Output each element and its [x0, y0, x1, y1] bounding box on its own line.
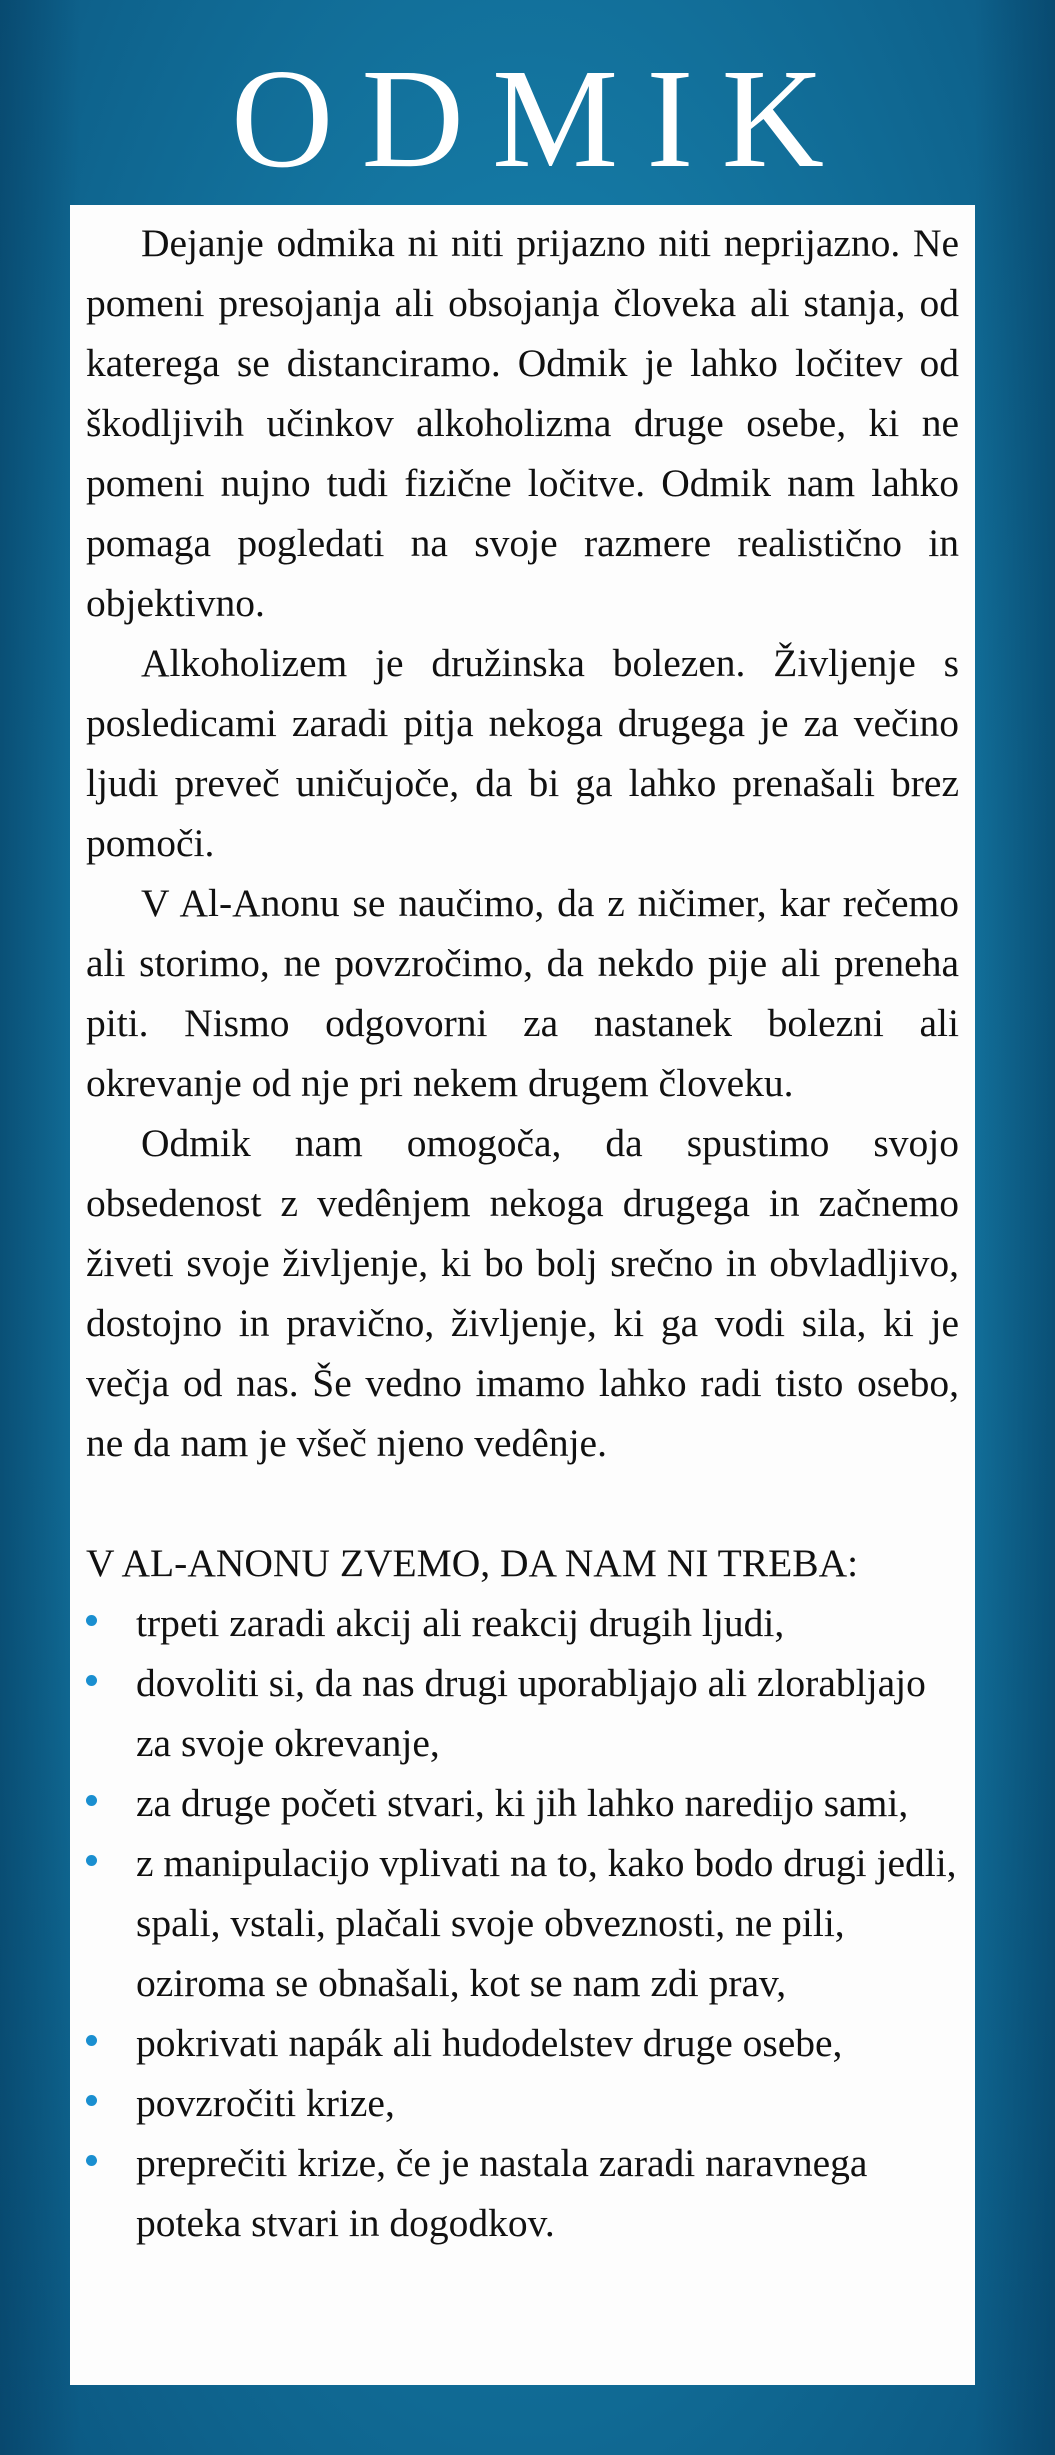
- list-item: [86, 1833, 959, 2013]
- list-item: [86, 1773, 959, 1833]
- bullet-icon: [86, 1615, 97, 1626]
- list-item: [86, 1593, 959, 1653]
- bullet-icon: [86, 1675, 97, 1686]
- bullet-icon: [86, 1795, 97, 1806]
- list-item-text: za druge početi stvari, ki jih lahko naredijo sami,: [136, 1781, 909, 1825]
- list-item: [86, 2133, 959, 2253]
- bullet-icon: [86, 2155, 97, 2166]
- list-item-text: z manipulacijo vplivati na to, kako bodo drugi jedli, spali, vstali, plačali svoje obveznosti, ne pili, oziroma se obnašali, kot se nam zdi prav,: [136, 1841, 957, 2005]
- list-item-text: trpeti zaradi akcij ali reakcij drugih ljudi,: [136, 1601, 785, 1645]
- bullet-list: [86, 1593, 959, 2253]
- list-item-text: dovoliti si, da nas drugi uporabljajo ali zlorabljajo za svoje okrevanje,: [136, 1661, 926, 1765]
- list-item-text: preprečiti krize, če je nastala zaradi naravnega poteka stvari in dogodkov.: [136, 2141, 868, 2245]
- bullet-icon: [86, 2095, 97, 2106]
- bullet-icon: [86, 2035, 97, 2046]
- paragraph-3: V Al-Anonu se naučimo, da z ničimer, kar rečemo ali storimo, ne povzročimo, da nekdo pije ali preneha piti. Nismo odgovorni za nastanek bolezni ali okrevanje od nje pri nekem drugem človeku.: [86, 881, 959, 1105]
- paragraph-1: Dejanje odmika ni niti prijazno niti neprijazno. Ne pomeni presojanja ali obsojanja človeka ali stanja, od katerega se distanciramo. Odmik je lahko ločitev od škodljivih učinkov alkoholizma druge osebe, ki ne pomeni nujno tudi fizične ločitve. Odmik nam lahko pomaga pogledati na svoje razmere realistično in objektivno.: [86, 221, 959, 625]
- page-title: ODMIK: [230, 39, 853, 197]
- content-panel: [70, 205, 975, 2385]
- bullet-icon: [86, 1855, 97, 1866]
- paragraph-2: Alkoholizem je družinska bolezen. Življenje s posledicami zaradi pitja nekoga drugega je za večino ljudi preveč uničujoče, da bi ga lahko prenašali brez pomoči.: [86, 641, 959, 865]
- background-shade-left: [0, 0, 80, 2455]
- list-item-text: povzročiti krize,: [136, 2081, 395, 2125]
- list-item: [86, 2013, 959, 2073]
- paragraph-4: Odmik nam omogoča, da spustimo svojo obsedenost z vedênjem nekoga drugega in začnemo živeti svoje življenje, ki bo bolj srečno in obvladljivo, dostojno in pravično, življenje, ki ga vodi sila, ki je večja od nas. Še vedno imamo lahko radi tisto osebo, ne da nam je všeč njeno vedênje.: [86, 1121, 959, 1465]
- list-item: [86, 1653, 959, 1773]
- background-shade-right: [975, 0, 1055, 2455]
- list-item: [86, 2073, 959, 2133]
- section-heading: V AL-ANONU ZVEMO, DA NAM NI TREBA:: [86, 1541, 859, 1585]
- list-item-text: pokrivati napák ali hudodelstev druge osebe,: [136, 2021, 843, 2065]
